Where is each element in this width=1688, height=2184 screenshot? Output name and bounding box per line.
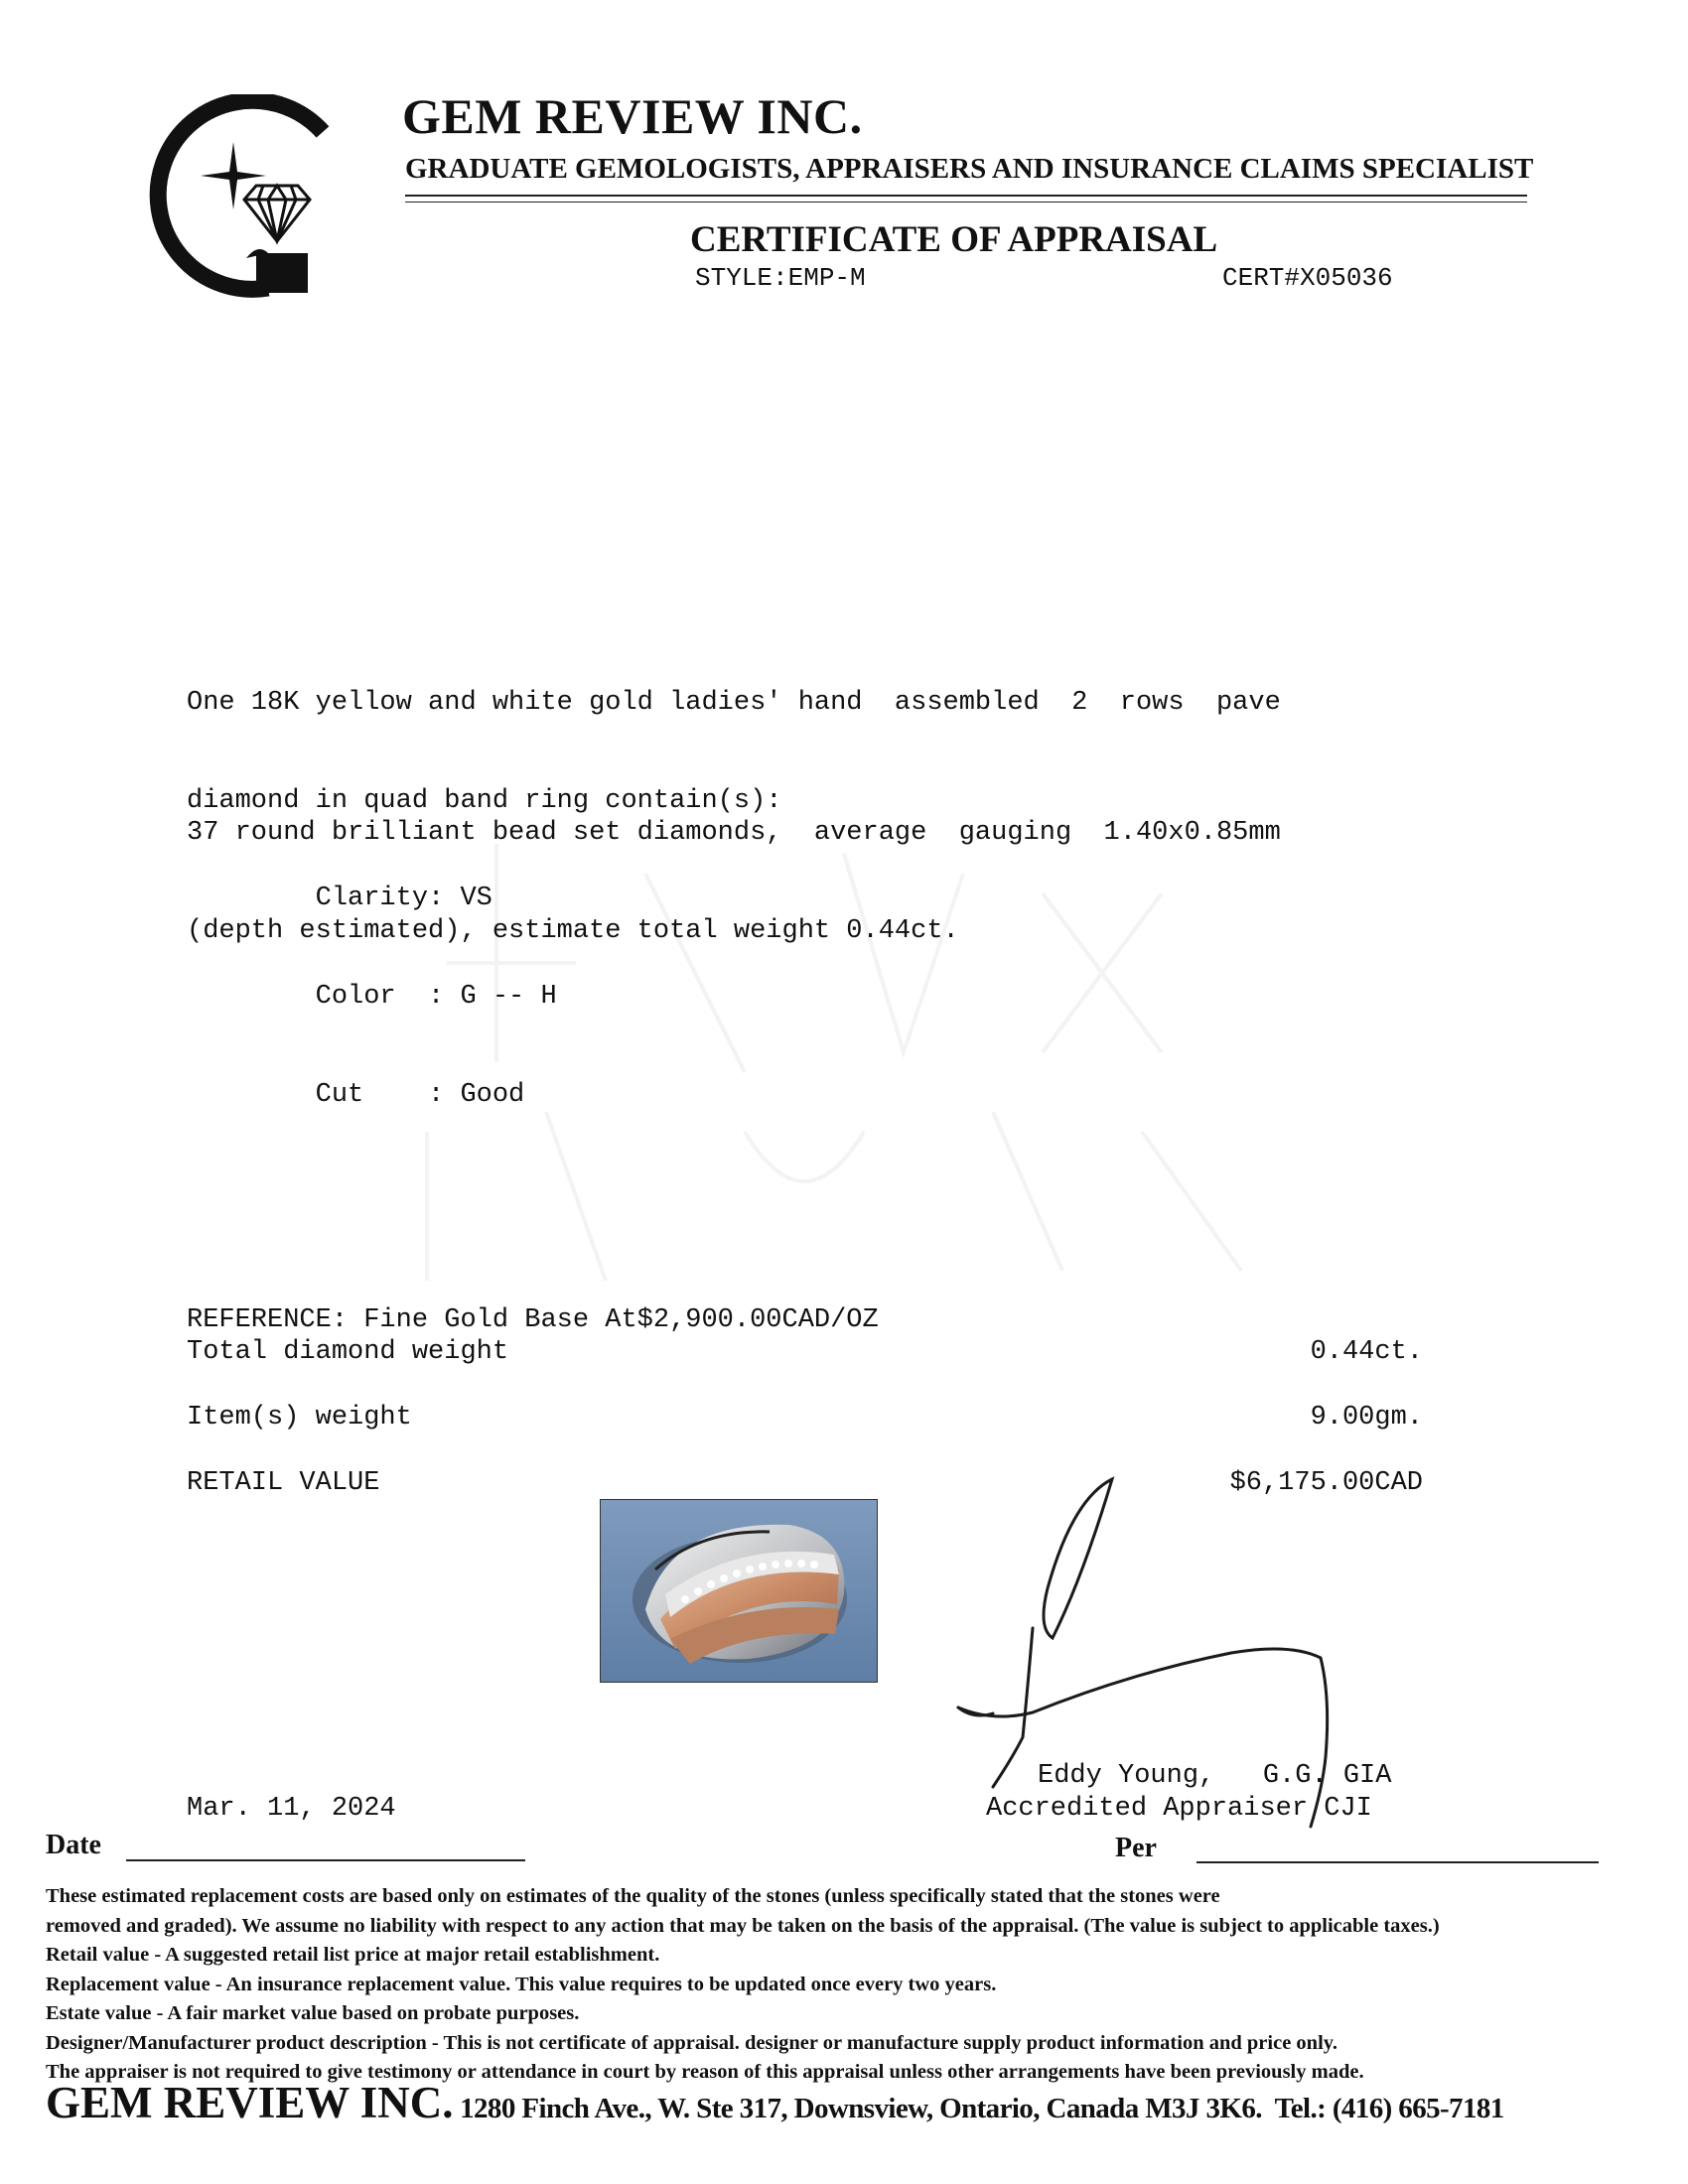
footer-address: 1280 Finch Ave., W. Ste 317, Downsview, Ontario, Canada M3J 3K6. Tel.: (416) 665-7181 bbox=[453, 2093, 1504, 2124]
appraiser-title: Accredited Appraiser CJI bbox=[986, 1794, 1372, 1824]
footer bbox=[46, 2077, 1504, 2128]
footer-company-name: GEM REVIEW INC. bbox=[46, 2078, 454, 2127]
item-weight-row bbox=[187, 1403, 1423, 1433]
per-label: Per bbox=[1115, 1833, 1157, 1863]
disclaimer-line: Retail value - A suggested retail list price at major retail establishment. bbox=[46, 1944, 660, 1966]
appraiser-name: Eddy Young, G.G. GIA bbox=[1038, 1761, 1392, 1791]
item-weight-label: Item(s) weight bbox=[187, 1403, 412, 1433]
disclaimer-line: These estimated replacement costs are based only on estimates of the quality of the stones (unless specifically stated that the stones were bbox=[46, 1885, 1220, 1907]
header-divider bbox=[405, 195, 1527, 197]
disclaimer bbox=[46, 1882, 1664, 2088]
diamond-weight-value: 0.44ct. bbox=[1310, 1337, 1423, 1367]
description-line: One 18K yellow and white gold ladies' hand assembled 2 rows pave bbox=[187, 688, 1281, 718]
disclaimer-line: Designer/Manufacturer product description - This is not certificate of appraisal. designer or manufacture supply product information and price only. bbox=[46, 2031, 1338, 2054]
clarity-spec: Clarity: VS bbox=[187, 884, 492, 913]
retail-value-amount: $6,175.00CAD bbox=[1229, 1468, 1423, 1498]
disclaimer-line: Replacement value - An insurance replacement value. This value requires to be updated once every two years. bbox=[46, 1973, 997, 1995]
gold-reference: REFERENCE: Fine Gold Base At$2,900.00CAD/OZ bbox=[187, 1305, 879, 1335]
retail-value-label: RETAIL VALUE bbox=[187, 1468, 380, 1498]
stones-line: (depth estimated), estimate total weight 0.44ct. bbox=[187, 916, 959, 946]
diamond-weight-row bbox=[187, 1337, 1423, 1367]
disclaimer-line: removed and graded). We assume no liability with respect to any action that may be taken on the basis of the appraisal. (The value is subject to applicable taxes.) bbox=[46, 1914, 1440, 1937]
description-line: diamond in quad band ring contain(s): bbox=[187, 786, 782, 816]
date-label: Date bbox=[46, 1830, 101, 1860]
diamond-specs bbox=[187, 817, 557, 1145]
disclaimer-line: The appraiser is not required to give testimony or attendance in court by reason of this appraisal unless other arrangements have been previously made. bbox=[46, 2061, 1364, 2083]
date-signature-line bbox=[126, 1859, 525, 1861]
company-tagline: GRADUATE GEMOLOGISTS, APPRAISERS AND INSURANCE CLAIMS SPECIALIST bbox=[405, 153, 1534, 185]
per-signature-line bbox=[1196, 1861, 1599, 1863]
gem-review-logo-icon bbox=[149, 94, 348, 298]
ring-photo bbox=[600, 1499, 878, 1683]
style-code: STYLE:EMP-M bbox=[695, 263, 866, 293]
disclaimer-line: Estate value - A fair market value based on probate purposes. bbox=[46, 2002, 580, 2024]
cut-spec: Cut : Good bbox=[187, 1080, 525, 1110]
company-name: GEM REVIEW INC. bbox=[402, 88, 863, 144]
color-spec: Color : G -- H bbox=[187, 982, 557, 1012]
certificate-number: CERT#X05036 bbox=[1222, 263, 1393, 293]
appraisal-date: Mar. 11, 2024 bbox=[187, 1794, 396, 1824]
header-divider-thin bbox=[405, 202, 1527, 203]
certificate-title: CERTIFICATE OF APPRAISAL bbox=[690, 219, 1218, 260]
stones-line: 37 round brilliant bead set diamonds, average gauging 1.40x0.85mm bbox=[187, 818, 1281, 848]
item-weight-value: 9.00gm. bbox=[1310, 1403, 1423, 1433]
diamond-weight-label: Total diamond weight bbox=[187, 1337, 509, 1367]
